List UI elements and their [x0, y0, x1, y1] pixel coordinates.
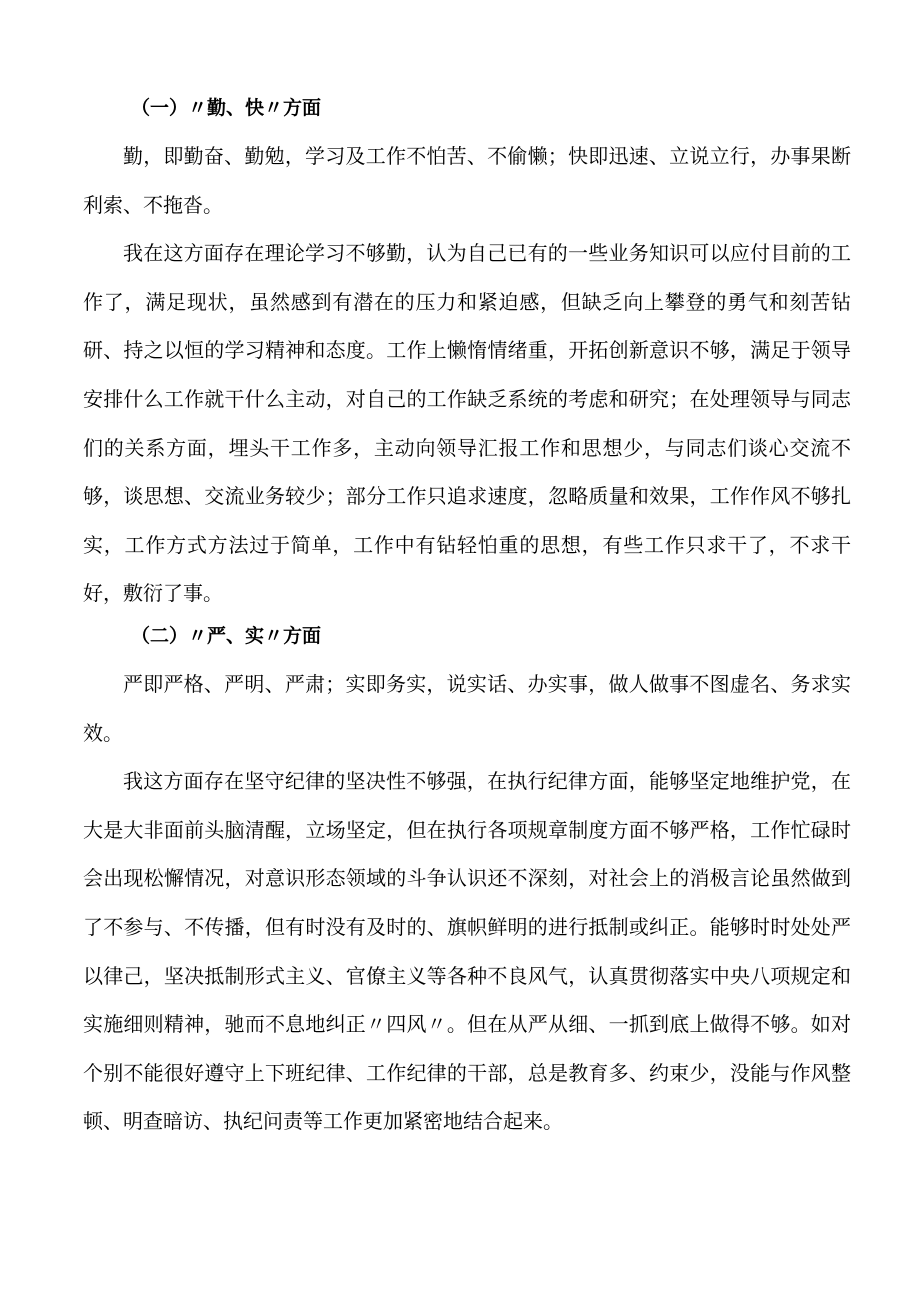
section-heading-1: （一）〃勤、快〃方面: [131, 97, 322, 119]
document-body: [83, 94, 851, 1146]
paragraph-1-2: 我在这方面存在理论学习不够勤，认为自己已有的一些业务知识可以应付目前的工作了，满足现状，虽然感到有潜在的压力和紧迫感，但缺乏向上攀登的勇气和刻苦钻研、持之以恒的学习精神和态度。工作上懒惰情绪重，开拓创新意识不够，满足于领导安排什么工作就干什么主动，对自己的工作缺乏系统的考虑和研究；在处理领导与同志们的关系方面，埋头干工作多，主动向领导汇报工作和思想少，与同志们谈心交流不够，谈思想、交流业务较少；部分工作只追求速度，忽略质量和效果，工作作风不够扎实，工作方式方法过于简单，工作中有钻轻怕重的思想，有些工作只求干了，不求干好，敷衍了事。: [83, 241, 851, 606]
paragraph-2-1: 严即严格、严明、严肃；实即务实，说实话、办实事，做人做事不图虚名、务求实效。: [83, 671, 851, 745]
section-heading-2: （二）〃严、实〃方面: [131, 624, 322, 647]
paragraph-1-1: 勤，即勤奋、勤勉，学习及工作不怕苦、不偷懒；快即迅速、立说立行，办事果断利索、不拖沓。: [83, 144, 851, 217]
paragraph-2-2: 我这方面存在坚守纪律的坚决性不够强，在执行纪律方面，能够坚定地维护党，在大是大非面前头脑清醒，立场坚定，但在执行各项规章制度方面不够严格，工作忙碌时会出现松懈情况，对意识形态领域的斗争认识还不深刻，对社会上的消极言论虽然做到了不参与、不传播，但有时没有及时的、旗帜鲜明的进行抵制或纠正。能够时时处处严以律己，坚决抵制形式主义、官僚主义等各种不良风气，认真贯彻落实中央八项规定和实施细则精神，驰而不息地纠正〃四风〃。但在从严从细、一抓到底上做得不够。如对个别不能很好遵守上下班纪律、工作纪律的干部，总是教育多、约束少，没能与作风整顿、明查暗访、执纪问责等工作更加紧密地结合起来。: [83, 769, 851, 1134]
